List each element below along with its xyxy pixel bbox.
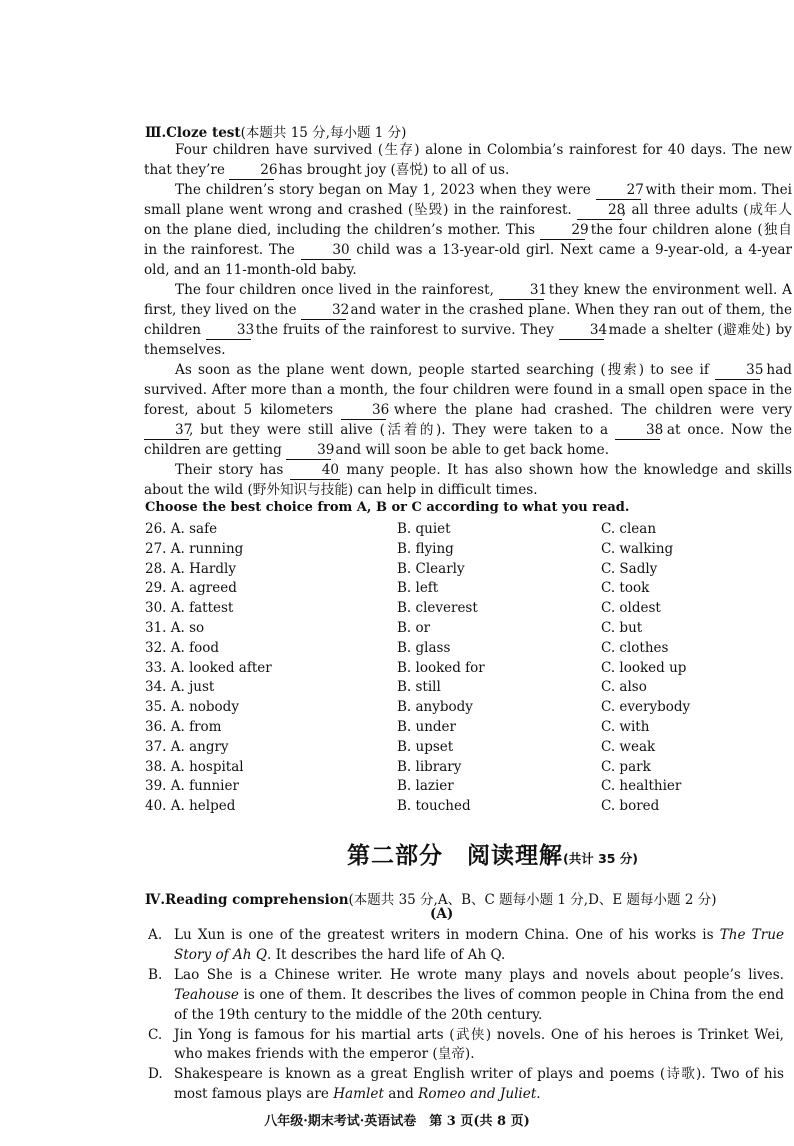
- blank-37: 37: [144, 422, 189, 440]
- blank-39: 39: [286, 442, 331, 460]
- option-a: 32. A. food: [145, 639, 219, 656]
- option-c: C. bored: [601, 798, 660, 815]
- option-row-31: [145, 619, 790, 639]
- reading-item-a: A. Lu Xun is one of the greatest writers in modern China. One of his works is The True Story of Ah Q. It describes the hard life of Ah Q.: [148, 927, 784, 963]
- option-row-34: [145, 678, 790, 698]
- option-row-28: [145, 560, 790, 580]
- option-row-39: [145, 777, 790, 797]
- section-4-title: Ⅳ.Reading comprehension: [145, 892, 349, 908]
- passage-paragraph-4: As soon as the plane went down, people started searching (搜索) to see if 35 had survived. After more than a month, the four children were found in a small open space in the forest, about 5 kilometers 36 where the plane had crashed. The children were very 37, but they were still alive (活着的). They were taken to a 38 at once. Now the children are getting 39 and will soon be able to get back home.: [144, 362, 792, 458]
- item-label: A.: [148, 927, 163, 943]
- option-b: B. looked for: [397, 659, 485, 676]
- option-a: 36. A. from: [145, 718, 222, 735]
- blank-27: 27: [596, 182, 641, 200]
- option-c: C. with: [601, 718, 650, 735]
- work-title: The True Story of Ah Q: [174, 927, 784, 963]
- option-a: 26. A. safe: [145, 521, 218, 537]
- work-title: Teahouse: [174, 986, 239, 1003]
- reading-item-b: B. Lao She is a Chinese writer. He wrote many plays and novels about people’s lives. Teahouse is one of them. It describes the lives of common people in China from the end of the 19th century to the middle of the 20th century.: [148, 966, 784, 1023]
- option-c: C. everybody: [601, 699, 691, 716]
- blank-34: 34: [559, 322, 604, 340]
- option-b: B. lazier: [397, 778, 454, 795]
- section-3-title: Ⅲ.Cloze test: [145, 125, 241, 141]
- option-b: B. glass: [397, 639, 451, 656]
- cloze-passage: [144, 140, 792, 500]
- option-b: B. flying: [397, 540, 454, 557]
- page-footer: 八年级·期末考试·英语试卷 第 3 页(共 8 页): [264, 1114, 530, 1129]
- option-row-36: [145, 718, 790, 738]
- reading-item-c: C. Jin Yong is famous for his martial arts (武侠) novels. One of his heroes is Trinket Wei, who makes friends with the emperor (皇帝).: [148, 1026, 784, 1063]
- reading-item-d: D. Shakespeare is known as a great English writer of plays and poems (诗歌). Two of his most famous plays are Hamlet and Romeo and Juliet.: [148, 1066, 784, 1103]
- option-b: B. cleverest: [397, 600, 478, 617]
- option-a: 33. A. looked after: [145, 659, 272, 676]
- choice-instruction: Choose the best choice from A, B or C according to what you read.: [145, 500, 630, 515]
- option-b: B. quiet: [397, 521, 451, 537]
- option-row-40: [145, 797, 790, 817]
- passage-paragraph-3: The four children once lived in the rainforest, 31 they knew the environment well. A first, they lived on the 32 and water in the crashed plane. When they ran out of them, the children 33 the fruits of the rainforest to survive. They 34 made a shelter (避难处) by themselves.: [144, 282, 792, 358]
- option-c: C. weak: [601, 738, 656, 755]
- option-b: B. still: [397, 679, 441, 696]
- blank-29: 29: [540, 222, 585, 240]
- option-a: 39. A. funnier: [145, 778, 239, 795]
- option-c: C. also: [601, 679, 647, 696]
- option-b: B. left: [397, 580, 439, 597]
- option-c: C. oldest: [601, 600, 661, 617]
- option-c: C. park: [601, 758, 651, 775]
- option-c: C. healthier: [601, 778, 682, 795]
- option-row-27: [145, 540, 790, 560]
- option-row-30: [145, 599, 790, 619]
- blank-40: 40: [290, 462, 340, 480]
- option-row-33: [145, 659, 790, 679]
- blank-36: 36: [341, 402, 386, 420]
- blank-26: 26: [229, 162, 274, 180]
- option-a: 38. A. hospital: [145, 758, 244, 775]
- option-b: B. touched: [397, 798, 471, 815]
- option-c: C. but: [601, 619, 643, 636]
- option-b: B. library: [397, 758, 462, 775]
- blank-38: 38: [615, 422, 660, 440]
- blank-30: 30: [301, 242, 351, 260]
- option-row-38: [145, 758, 790, 778]
- blank-35: 35: [715, 362, 760, 380]
- option-c: C. clothes: [601, 639, 669, 656]
- work-title: Romeo and Juliet: [418, 1086, 537, 1103]
- option-c: C. clean: [601, 521, 657, 537]
- section-4-score-note: (本题共 35 分,A、B、C 题每小题 1 分,D、E 题每小题 2 分): [348, 892, 717, 908]
- work-title: Hamlet: [333, 1086, 384, 1103]
- option-row-32: [145, 639, 790, 659]
- item-label: C.: [148, 1026, 163, 1043]
- part-2-name: 阅读理解: [467, 843, 563, 869]
- option-c: C. looked up: [601, 659, 687, 676]
- option-a: 30. A. fattest: [145, 600, 234, 617]
- section-4-heading: [145, 888, 717, 908]
- option-b: B. under: [397, 718, 456, 735]
- part-2-label: 第二部分: [347, 843, 443, 869]
- section-3-heading: [145, 121, 406, 141]
- option-b: B. anybody: [397, 699, 473, 716]
- option-a: 35. A. nobody: [145, 699, 239, 716]
- option-c: C. Sadly: [601, 560, 658, 577]
- item-label: B.: [148, 966, 163, 983]
- option-row-29: [145, 579, 790, 599]
- option-b: B. or: [397, 619, 431, 636]
- passage-a-label: (A): [430, 906, 454, 922]
- option-row-37: [145, 738, 790, 758]
- option-row-35: [145, 698, 790, 718]
- option-a: 37. A. angry: [145, 738, 229, 755]
- part-2-score-note: (共计 35 分): [563, 851, 639, 866]
- option-c: C. took: [601, 580, 650, 597]
- blank-28: 28: [577, 202, 622, 220]
- option-c: C. walking: [601, 540, 674, 557]
- passage-paragraph-5: Their story has 40 many people. It has also shown how the knowledge and skills about the wild (野外知识与技能) can help in difficult times.: [144, 462, 793, 498]
- option-a: 31. A. so: [145, 619, 205, 636]
- blank-31: 31: [499, 282, 544, 300]
- option-a: 29. A. agreed: [145, 580, 237, 597]
- option-b: B. upset: [397, 738, 454, 755]
- reading-a-list: [148, 926, 784, 1105]
- option-b: B. Clearly: [397, 560, 465, 577]
- part-2-title: [347, 837, 638, 870]
- option-row-26: [145, 520, 790, 540]
- item-label: D.: [148, 1066, 163, 1083]
- blank-33: 33: [206, 322, 251, 340]
- option-a: 34. A. just: [145, 679, 215, 696]
- options-list: [145, 520, 790, 817]
- section-3-score-note: (本题共 15 分,每小题 1 分): [240, 125, 407, 141]
- passage-paragraph-1: Four children have survived (生存) alone in Colombia’s rainforest for 40 days. The new that they’re 26 has brought joy (喜悦) to all of us.: [144, 142, 792, 178]
- blank-32: 32: [301, 302, 346, 320]
- option-a: 28. A. Hardly: [145, 560, 236, 577]
- passage-paragraph-2: The children’s story began on May 1, 2023 when they were 27 with their mom. Thei small plane went wrong and crashed (坠毁) in the rainforest. 28, all three adults (成年人 on the plane died, including the children’s mother. This 29 the four children alone (独自 in the rainforest. The 30 child was a 13-year-old girl. Next came a 9-year-old, a 4-year old, and an 11-month-old baby.: [144, 182, 792, 278]
- option-a: 27. A. running: [145, 540, 244, 557]
- option-a: 40. A. helped: [145, 798, 236, 815]
